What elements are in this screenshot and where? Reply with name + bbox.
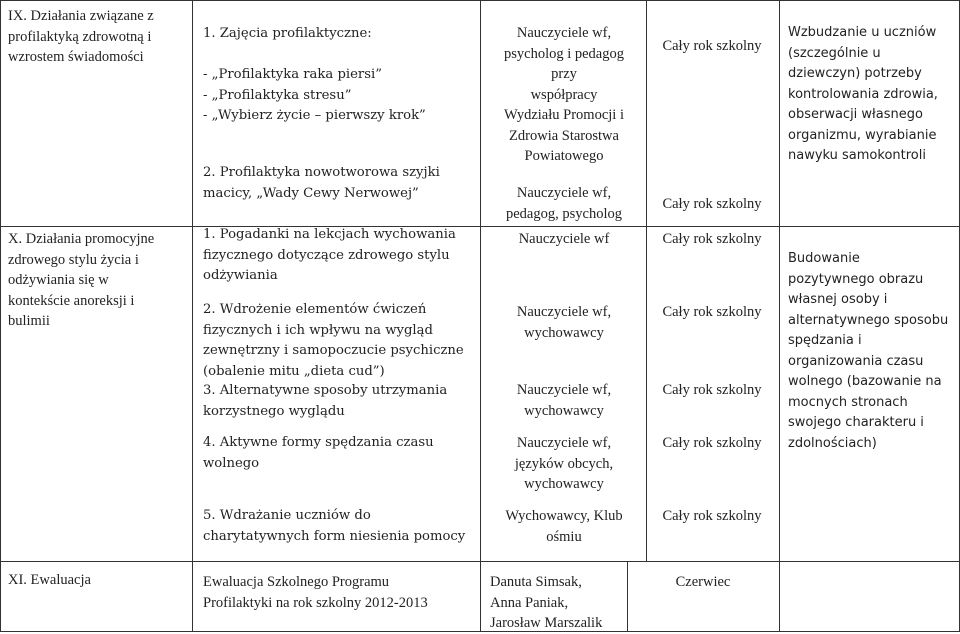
col-divider-3 bbox=[646, 0, 647, 561]
task-x-1: 1. Pogadanki na lekcjach wychowania fizycznego dotyczące zdrowego stylu odżywiania bbox=[203, 227, 456, 283]
responsible-ix-2: Nauczyciele wf, pedagog, psycholog bbox=[506, 185, 622, 222]
responsible-x-3: Nauczyciele wf, wychowawcy bbox=[516, 382, 612, 419]
effect-ix: Wzbudzanie u uczniów (szczególnie u dziewczyn) potrzeby kontrolowania zdrowia, obserwacji własnego organizmu, wyrabianie nawyku samokontroli bbox=[788, 25, 938, 163]
responsible-x-5: Wychowawcy, Klub ośmiu bbox=[505, 508, 623, 545]
effect-x: Budowanie pozytywnego obrazu własnej osoby i alternatywnego sposobu spędzania i organizowania czasu wolnego (bazowanie na mocnych stronach swojego charakteru i zdolnościach) bbox=[788, 251, 949, 451]
eval-border-left bbox=[0, 561, 1, 632]
term-ix-1: Cały rok szkolny bbox=[662, 38, 762, 54]
col-divider-4 bbox=[779, 0, 780, 561]
responsible-x-4: Nauczyciele wf, języków obcych, wychowawcy bbox=[514, 435, 614, 492]
col-divider-2 bbox=[480, 0, 481, 561]
area-x: X. Działania promocyjne zdrowego stylu życia i odżywiania się w kontekście anoreksji i bulimii bbox=[8, 231, 155, 329]
task-ix-2: 2. Profilaktyka nowotworowa szyjki macicy, „Wady Cewy Nerwowej” bbox=[203, 165, 440, 201]
task-x-2: 2. Wdrożenie elementów ćwiczeń fizycznych i ich wpływu na wygląd zewnętrzny i samopoczucie psychiczne (obalenie mitu „dieta cud”) bbox=[203, 302, 464, 379]
task-ix-1: 1. Zajęcia profilaktyczne: - „Profilaktyka raka piersi” - „Profilaktyka stresu” - „Wybierz życie – pierwszy krok” bbox=[203, 26, 426, 123]
term-x-2: Cały rok szkolny bbox=[662, 304, 762, 320]
term-x-5: Cały rok szkolny bbox=[662, 508, 762, 524]
col-divider-1 bbox=[192, 0, 193, 561]
task-x-3: 3. Alternatywne sposoby utrzymania korzystnego wyglądu bbox=[203, 383, 448, 419]
task-x-4: 4. Aktywne formy spędzania czasu wolnego bbox=[203, 435, 434, 471]
term-ix-2: Cały rok szkolny bbox=[662, 196, 762, 212]
eval-divider-4 bbox=[779, 561, 780, 632]
term-x-3: Cały rok szkolny bbox=[662, 382, 762, 398]
task-x-5: 5. Wdrażanie uczniów do charytatywnych form niesienia pomocy bbox=[203, 508, 466, 544]
task-xi: Ewaluacja Szkolnego Programu Profilaktyki na rok szkolny 2012-2013 bbox=[203, 574, 428, 611]
responsible-xi: Danuta Simsak, Anna Paniak, Jarosław Marszalik bbox=[490, 574, 603, 631]
area-xi: XI. Ewaluacja bbox=[8, 572, 91, 588]
eval-divider-1 bbox=[192, 561, 193, 632]
responsible-x-1: Nauczyciele wf bbox=[518, 231, 610, 247]
responsible-ix-1: Nauczyciele wf, psycholog i pedagog przy współpracy Wydziału Promocji i Zdrowia Starostwa Powiatowego bbox=[503, 25, 624, 164]
term-xi: Czerwiec bbox=[675, 574, 731, 590]
area-ix: IX. Działania związane z profilaktyką zdrowotną i wzrostem świadomości bbox=[8, 8, 154, 65]
eval-divider-2 bbox=[480, 561, 481, 632]
table-border-left bbox=[0, 0, 1, 561]
term-x-1: Cały rok szkolny bbox=[662, 231, 762, 247]
term-x-4: Cały rok szkolny bbox=[662, 435, 762, 451]
responsible-x-2: Nauczyciele wf, wychowawcy bbox=[516, 304, 612, 341]
